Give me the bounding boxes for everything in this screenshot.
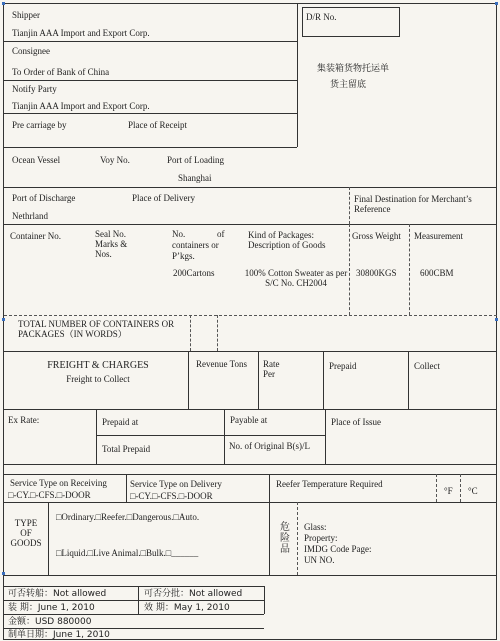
gross-weight-label: Gross Weight	[352, 231, 401, 241]
collect-label: Collect	[414, 361, 440, 371]
freight-collect-label: Freight to Collect	[66, 374, 130, 384]
rate-per-label: Rate Per	[263, 359, 280, 379]
goods-type-row-2[interactable]: □Liquid.□Live Animal.□Bulk.□______	[56, 548, 199, 558]
receiving-service-label: Service Type on Receiving	[10, 478, 107, 488]
voy-no-label: Voy No.	[100, 155, 130, 165]
un-no-label: UN NO.	[304, 555, 335, 565]
validity-date-value: 效 期：May 1, 2010	[144, 603, 230, 613]
payable-at-label: Payable at	[230, 415, 268, 425]
port-of-discharge-value: Nethrland	[12, 211, 48, 221]
place-of-delivery-label: Place of Delivery	[132, 193, 195, 203]
fahrenheit-label: °F	[444, 486, 453, 496]
total-prepaid-label: Total Prepaid	[102, 444, 151, 454]
port-of-loading-label: Port of Loading	[167, 155, 224, 165]
shipper-label: Shipper	[12, 10, 40, 20]
notify-party-value: Tianjin AAA Import and Export Corp.	[12, 101, 150, 111]
prepaid-at-label: Prepaid at	[102, 417, 139, 427]
final-destination-label: Final Destination for Merchant’s Reference	[354, 194, 472, 214]
consignee-value: To Order of Bank of China	[12, 67, 110, 77]
freight-charges-label: FREIGHT & CHARGES	[47, 360, 149, 371]
measurement-label: Measurement	[414, 231, 463, 241]
ex-rate-label: Ex Rate:	[8, 415, 40, 425]
port-of-loading-value: Shanghai	[178, 173, 212, 183]
kind-of-packages-label: Kind of Packages: Description of Goods	[248, 230, 326, 250]
receiving-service-options[interactable]: □-CY.□-CFS.□-DOOR	[8, 490, 91, 500]
partial-shipment-value: 可否分批：Not allowed	[144, 589, 243, 599]
delivery-service-label: Service Type on Delivery	[130, 479, 222, 489]
delivery-service-options[interactable]: □-CY.□-CFS.□-DOOR	[130, 491, 213, 501]
corner-mark	[495, 2, 498, 5]
total-containers-label: TOTAL NUMBER OF CONTAINERS OR PACKAGES（IN WORDS）	[18, 319, 175, 339]
container-no-label: Container No.	[10, 231, 61, 241]
containers-label-no: No.	[172, 229, 186, 239]
corner-mark	[495, 318, 498, 321]
port-of-discharge-label: Port of Discharge	[12, 193, 76, 203]
gross-weight-value: 30800KGS	[356, 268, 397, 278]
seal-marks-label: Seal No. Marks & Nos.	[95, 229, 128, 259]
corner-mark	[2, 2, 5, 5]
measurement-value: 600CBM	[420, 268, 454, 278]
dr-number-label: D/R No.	[306, 12, 337, 22]
prepaid-label: Prepaid	[329, 361, 357, 371]
property-label: Property:	[304, 533, 338, 543]
place-of-receipt-label: Place of Receipt	[128, 120, 187, 130]
consignee-label: Consignee	[12, 46, 50, 56]
goods-type-row-1[interactable]: □Ordinary.□Reefer.□Dangerous.□Auto.	[56, 512, 200, 522]
amount-value: 金额：USD 880000	[8, 617, 92, 627]
glass-label: Glass:	[304, 522, 327, 532]
place-of-issue-label: Place of Issue	[331, 417, 381, 427]
ocean-vessel-label: Ocean Vessel	[12, 155, 61, 165]
form-subtitle-cn: 货主留底	[330, 80, 367, 90]
document-date-value: 制单日期：June 1, 2010	[8, 630, 110, 640]
header-divider	[297, 4, 298, 147]
notify-party-label: Notify Party	[12, 84, 57, 94]
corner-mark	[2, 318, 5, 321]
containers-label-of: of	[217, 229, 225, 239]
description-value: 100% Cotton Sweater as per S/C No. CH2004	[244, 268, 348, 288]
containers-label-2: containers or	[172, 240, 219, 250]
shipper-value: Tianjin AAA Import and Export Corp.	[12, 28, 150, 38]
celsius-label: °C	[468, 486, 478, 496]
imdg-label: IMDG Code Page:	[304, 544, 372, 554]
pre-carriage-label: Pre carriage by	[12, 120, 67, 130]
transshipment-value: 可否转船：Not allowed	[8, 589, 107, 599]
revenue-tons-label: Revenue Tons	[196, 359, 247, 369]
form-title-cn: 集装箱货物托运单	[317, 64, 390, 74]
type-of-goods-label: TYPE OF GOODS	[10, 518, 42, 548]
containers-label-3: P’kgs.	[172, 251, 195, 261]
shipment-date-value: 装 期：June 1, 2010	[8, 603, 95, 613]
containers-value: 200Cartons	[173, 268, 215, 278]
no-of-original-label: No. of Original B(s)/L	[229, 441, 310, 451]
reefer-temperature-label: Reefer Temperature Required	[276, 479, 383, 489]
dangerous-goods-cn: 危险品	[280, 522, 290, 555]
